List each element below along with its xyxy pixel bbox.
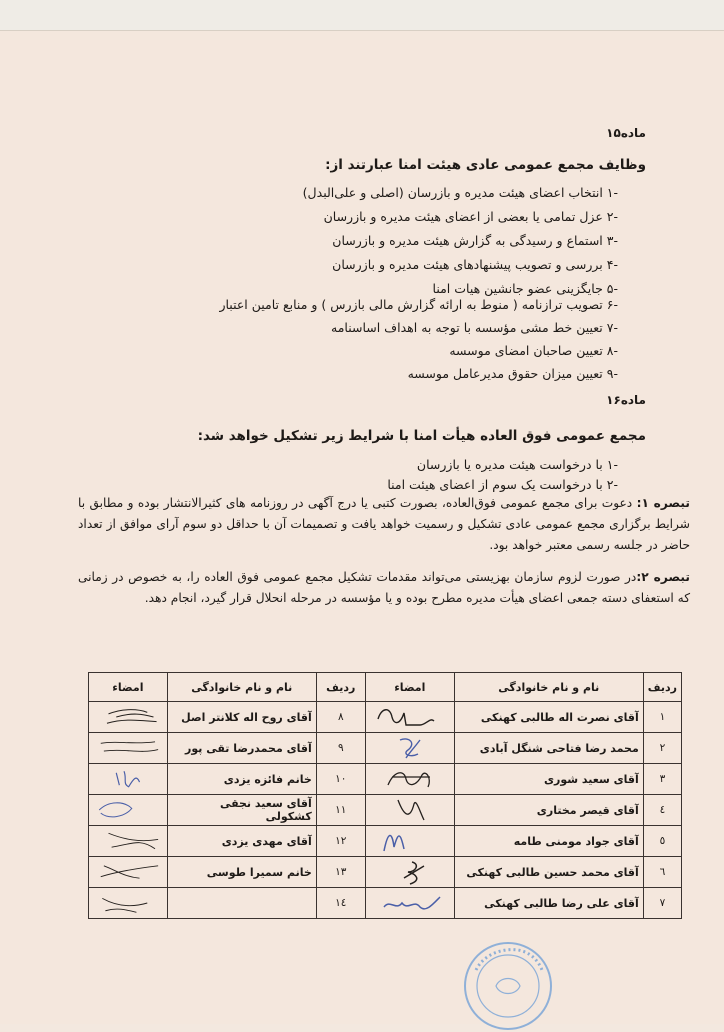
signature-cell: [365, 702, 454, 733]
row-number: ٥: [643, 826, 681, 857]
signature-cell: [365, 888, 454, 919]
table-row: [89, 888, 682, 919]
table-row: [89, 702, 682, 733]
handwritten-signature: [370, 765, 450, 793]
note-1-label: تبصره ۱:: [636, 496, 690, 510]
signature-cell: [89, 857, 168, 888]
official-stamp: [462, 940, 554, 1032]
handwritten-signature: [370, 827, 450, 855]
handwritten-signature: [370, 734, 450, 762]
handwritten-signature: [93, 796, 163, 824]
table-header-row: [89, 673, 682, 702]
note-2-paragraph: [78, 567, 690, 609]
signature-cell: [89, 888, 168, 919]
row-number: ٧: [643, 888, 681, 919]
section-heading-ordinary-assembly: وظایف مجمع عمومی عادی هیئت امنا عبارتند از:: [325, 157, 646, 173]
list-item: -۱ با درخواست هیئت مدیره یا بازرسان: [416, 457, 618, 472]
signature-cell: [365, 795, 454, 826]
list-item: -۱ انتخاب اعضای هیئت مدیره و بازرسان (اصلی و علی‌البدل): [302, 185, 618, 200]
header-full-name: نام و نام خانوادگی: [167, 673, 316, 702]
handwritten-signature: [370, 796, 450, 824]
list-item: -۲ عزل تمامی یا بعضی از اعضای هیئت مدیره و بازرسان: [323, 209, 618, 224]
scan-top-band: [0, 0, 724, 31]
list-item: -۸ تعیین صاحبان امضای موسسه: [449, 343, 618, 358]
member-name: آقای نصرت اله طالبی کهنکی: [454, 702, 643, 733]
member-name: آقای سعید نجقی کشکولی: [167, 795, 316, 826]
table-row: [89, 764, 682, 795]
signature-cell: [365, 764, 454, 795]
row-number: ۱: [643, 702, 681, 733]
member-name: [167, 888, 316, 919]
section-heading-extraordinary-assembly: مجمع عمومی فوق العاده هیأت امنا با شرایط زیر تشکیل خواهد شد:: [197, 428, 646, 444]
list-item: -۷ تعیین خط مشی مؤسسه با توجه به اهداف اساسنامه: [331, 320, 618, 335]
signature-cell: [89, 733, 168, 764]
list-item: -۹ تعیین میزان حقوق مدیرعامل موسسه: [407, 366, 618, 381]
signature-cell: [365, 733, 454, 764]
member-name: محمد رضا فتاحی شنگل آبادی: [454, 733, 643, 764]
member-name: خانم فائزه یزدی: [167, 764, 316, 795]
member-name: آقای جواد مومنی طامه: [454, 826, 643, 857]
note-2-text: در صورت لزوم سازمان بهزیستی می‌تواند مقدمات تشکیل مجمع عمومی فوق العاده را، به خصوص در زمانی که استعفای دسته جمعی اعضای هیأت مدیره مطرح بوده و یا مؤسسه در مرحله انحلال قرار گیرد، انجام دهد.: [78, 570, 690, 605]
list-item: -۴ بررسی و تصویب پیشنهادهای هیئت مدیره و بازرسان: [332, 257, 618, 272]
signature-cell: [89, 764, 168, 795]
signature-cell: [365, 826, 454, 857]
member-name: آقای محمدرضا تقی پور: [167, 733, 316, 764]
row-number: ۸: [316, 702, 365, 733]
row-number: ٦: [643, 857, 681, 888]
table-row: [89, 826, 682, 857]
table-row: [89, 795, 682, 826]
table-row: [89, 733, 682, 764]
header-signature: امضاء: [365, 673, 454, 702]
header-full-name: نام و نام خانوادگی: [454, 673, 643, 702]
row-number: ۱۳: [316, 857, 365, 888]
article-15-title: ماده۱۵: [606, 126, 646, 140]
row-number: ۲: [643, 733, 681, 764]
member-name: آقای علی رضا طالبی کهنکی: [454, 888, 643, 919]
handwritten-signature: [370, 889, 450, 917]
header-row-number: ردیف: [643, 673, 681, 702]
handwritten-signature: [93, 703, 163, 731]
row-number: ۱۲: [316, 826, 365, 857]
member-name: آقای محمد حسین طالبی کهنکی: [454, 857, 643, 888]
signature-table: [88, 672, 682, 919]
signature-cell: [89, 702, 168, 733]
row-number: ۹: [316, 733, 365, 764]
signature-cell: [89, 826, 168, 857]
note-2-label: تبصره ۲:: [636, 570, 690, 584]
list-item: -۵ جایگزینی عضو جانشین هیات امنا: [432, 281, 618, 296]
header-row-number: ردیف: [316, 673, 365, 702]
member-name: آقای قیصر مختاری: [454, 795, 643, 826]
row-number: ٤: [643, 795, 681, 826]
member-name: آقای روح اله کلانتر اصل: [167, 702, 316, 733]
list-item: -۶ تصویب ترازنامه ( منوط به ارائه گزارش مالی بازرس ) و منابع تامین اعتبار: [219, 297, 618, 312]
handwritten-signature: [93, 765, 163, 793]
article-16-title: ماده۱۶: [606, 393, 646, 407]
handwritten-signature: [93, 889, 163, 917]
signature-cell: [365, 857, 454, 888]
row-number: ۳: [643, 764, 681, 795]
signature-cell: [89, 795, 168, 826]
row-number: ۱٤: [316, 888, 365, 919]
row-number: ۱۰: [316, 764, 365, 795]
header-signature: امضاء: [89, 673, 168, 702]
list-item: -۲ با درخواست یک سوم از اعضای هیئت امنا: [387, 477, 618, 492]
handwritten-signature: [370, 703, 450, 731]
list-item: -۳ استماع و رسیدگی به گزارش هیئت مدیره و بازرسان: [332, 233, 618, 248]
note-1-paragraph: [78, 493, 690, 556]
member-name: آقای مهدی یزدی: [167, 826, 316, 857]
table-row: [89, 857, 682, 888]
note-1-text: دعوت برای مجمع عمومی فوق‌العاده، بصورت کتبی یا درج آگهی در روزنامه های کثیرالانتشار بوده و مطابق با شرایط برگزاری مجمع عمومی عادی تشکیل و رسمیت خواهد یافت و تصمیمات آن با حداقل دو سوم آرای موافق از تعداد حاضر در جلسه رسمی معتبر خواهد بود.: [78, 496, 690, 552]
handwritten-signature: [93, 827, 163, 855]
row-number: ۱۱: [316, 795, 365, 826]
handwritten-signature: [370, 858, 450, 886]
member-name: آقای سعید شوری: [454, 764, 643, 795]
member-name: خانم سمیرا طوسی: [167, 857, 316, 888]
handwritten-signature: [93, 734, 163, 762]
handwritten-signature: [93, 858, 163, 886]
